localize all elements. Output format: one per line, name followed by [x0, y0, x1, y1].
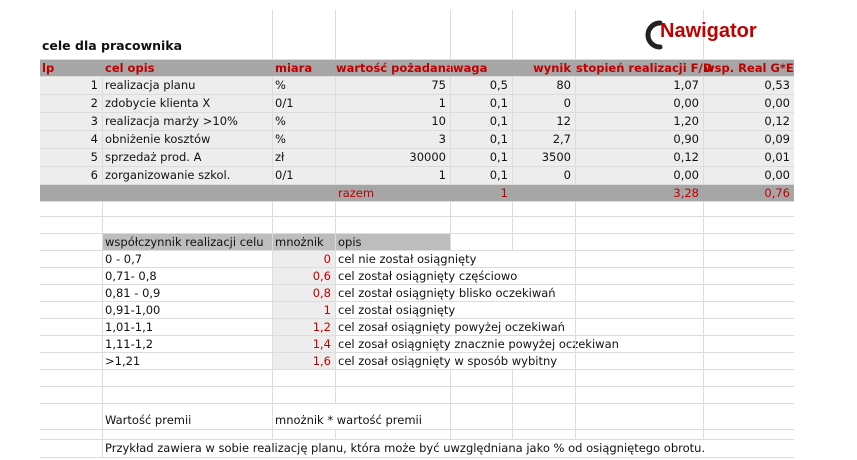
cell-miara[interactable]: zł: [272, 149, 335, 166]
cell-wsp[interactable]: 0,00: [703, 95, 794, 112]
col-waga: waga: [450, 60, 512, 76]
table-row: [40, 95, 794, 113]
table-row: [40, 131, 794, 149]
cell-wynik[interactable]: 80: [512, 77, 575, 94]
table-row: [40, 77, 794, 95]
col-lp: lp: [42, 61, 55, 75]
col-wynik: wynik: [512, 60, 575, 76]
coef-mult[interactable]: 1,2: [272, 319, 335, 335]
empty-row: [40, 202, 794, 217]
note-row: [40, 440, 794, 458]
coef-range[interactable]: 0,91-1,00: [102, 302, 272, 318]
col-wsp: wsp. Real G*E: [704, 61, 794, 75]
coef-row: [40, 302, 794, 319]
empty-row: [40, 430, 794, 440]
cell-wsp[interactable]: 0,12: [703, 113, 794, 130]
coef-col-range: współczynnik realizacji celu: [102, 234, 272, 250]
nawigator-logo: [638, 14, 798, 54]
coef-range[interactable]: >1,21: [102, 353, 272, 369]
coef-mult[interactable]: 1,6: [272, 353, 335, 369]
cell-wartosc[interactable]: 30000: [335, 149, 450, 166]
cell-wynik[interactable]: 3500: [512, 149, 575, 166]
sum-label: razem: [335, 185, 450, 201]
cell-stopien[interactable]: 1,20: [575, 113, 703, 130]
cell-opis[interactable]: zorganizowanie szkol.: [102, 167, 272, 184]
coef-mult[interactable]: 1: [272, 302, 335, 318]
coef-row: [40, 285, 794, 302]
cell-stopien[interactable]: 0,00: [575, 95, 703, 112]
cell-lp[interactable]: 4: [90, 132, 98, 146]
coef-row: [40, 319, 794, 336]
cell-miara[interactable]: %: [272, 113, 335, 130]
empty-row: [40, 387, 794, 404]
premium-label: Wartość premii: [102, 404, 272, 429]
cell-wynik[interactable]: 2,7: [512, 131, 575, 148]
coef-row: [40, 251, 794, 268]
cell-wartosc[interactable]: 1: [335, 95, 450, 112]
empty-row: [40, 370, 794, 387]
premium-row: [40, 404, 794, 430]
cell-wartosc[interactable]: 75: [335, 77, 450, 94]
table-row: [40, 149, 794, 167]
coef-range[interactable]: 1,01-1,1: [102, 319, 272, 335]
cell-wsp[interactable]: 0,00: [703, 167, 794, 184]
title-row: [40, 10, 794, 60]
coef-mult[interactable]: 0,6: [272, 268, 335, 284]
cell-opis[interactable]: obniżenie kosztów: [102, 131, 272, 148]
coef-row: [40, 336, 794, 353]
cell-stopien[interactable]: 1,07: [575, 77, 703, 94]
cell-opis[interactable]: realizacja planu: [102, 77, 272, 94]
coef-desc[interactable]: cel nie został osiągnięty: [335, 251, 610, 267]
coef-mult[interactable]: 1,4: [272, 336, 335, 352]
coef-desc[interactable]: cel zosał osiągnięty znacznie powyżej oczekiwan: [335, 336, 610, 352]
table-row: [40, 167, 794, 185]
note-text: Przykład zawiera w sobie realizację planu, która może być uwzględniana jako % od osiągniętego obrotu.: [102, 440, 794, 457]
sum-row: [40, 185, 794, 202]
cell-wartosc[interactable]: 10: [335, 113, 450, 130]
logo-text: Nawigator: [660, 20, 757, 42]
coef-desc[interactable]: cel zosał osiągnięty w sposób wybitny: [335, 353, 610, 369]
coef-mult[interactable]: 0,8: [272, 285, 335, 301]
sum-wsp: 0,76: [703, 185, 794, 201]
cell-waga[interactable]: 0,1: [450, 167, 512, 184]
col-wartosc: wartość pożadana: [336, 61, 454, 75]
coef-range[interactable]: 0,81 - 0,9: [102, 285, 272, 301]
cell-wynik[interactable]: 0: [512, 95, 575, 112]
coef-desc[interactable]: cel został osiągnięty: [335, 302, 610, 318]
coef-row: [40, 353, 794, 370]
coef-desc[interactable]: cel został osiągnięty blisko oczekiwań: [335, 285, 610, 301]
cell-wsp[interactable]: 0,01: [703, 149, 794, 166]
cell-wsp[interactable]: 0,53: [703, 77, 794, 94]
cell-waga[interactable]: 0,1: [450, 95, 512, 112]
col-stopien: stopień realizacji F/D: [576, 61, 713, 75]
coef-col-mult: mnożnik: [272, 234, 335, 250]
cell-opis[interactable]: zdobycie klienta X: [102, 95, 272, 112]
cell-wartosc[interactable]: 3: [335, 131, 450, 148]
spreadsheet: [40, 10, 794, 460]
col-miara: miara: [272, 60, 335, 76]
cell-stopien[interactable]: 0,00: [575, 167, 703, 184]
coef-header-row: [40, 234, 794, 251]
coef-row: [40, 268, 794, 285]
page-title: cele dla pracownika: [42, 38, 183, 53]
coef-mult[interactable]: 0: [272, 251, 335, 267]
cell-opis[interactable]: realizacja marży >10%: [102, 113, 272, 130]
cell-opis[interactable]: sprzedaż prod. A: [102, 149, 272, 166]
col-cel-opis: cel opis: [102, 60, 272, 76]
cell-stopien[interactable]: 0,12: [575, 149, 703, 166]
cell-wartosc[interactable]: 1: [335, 167, 450, 184]
coef-col-desc: opis: [335, 234, 450, 250]
cell-waga[interactable]: 0,1: [450, 113, 512, 130]
cell-lp[interactable]: 3: [90, 114, 98, 128]
coef-range[interactable]: 0 - 0,7: [102, 251, 272, 267]
cell-lp[interactable]: 6: [90, 168, 98, 182]
cell-waga[interactable]: 0,5: [450, 77, 512, 94]
coef-range[interactable]: 1,11-1,2: [102, 336, 272, 352]
premium-formula: mnożnik * wartość premii: [272, 404, 450, 429]
coef-desc[interactable]: cel został osiągnięty częściowo: [335, 268, 610, 284]
table-header: [40, 60, 794, 77]
cell-lp[interactable]: 5: [90, 150, 98, 164]
coef-range[interactable]: 0,71- 0,8: [102, 268, 272, 284]
empty-row: [40, 217, 794, 234]
cell-miara[interactable]: 0/1: [272, 167, 335, 184]
sum-waga: 1: [450, 185, 512, 201]
coef-desc[interactable]: cel zosał osiągnięty powyżej oczekiwań: [335, 319, 610, 335]
cell-lp[interactable]: 2: [90, 96, 98, 110]
cell-waga[interactable]: 0,1: [450, 149, 512, 166]
cell-lp[interactable]: 1: [90, 78, 98, 92]
cell-wynik[interactable]: 12: [512, 113, 575, 130]
cell-wsp[interactable]: 0,09: [703, 131, 794, 148]
cell-stopien[interactable]: 0,90: [575, 131, 703, 148]
cell-waga[interactable]: 0,1: [450, 131, 512, 148]
cell-miara[interactable]: %: [272, 131, 335, 148]
sum-stopien: 3,28: [575, 185, 703, 201]
cell-miara[interactable]: 0/1: [272, 95, 335, 112]
cell-wynik[interactable]: 0: [512, 167, 575, 184]
table-row: [40, 113, 794, 131]
cell-miara[interactable]: %: [272, 77, 335, 94]
